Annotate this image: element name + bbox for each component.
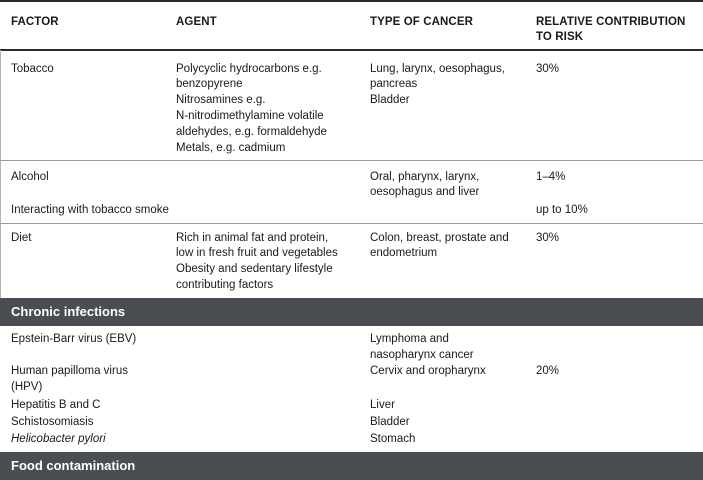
- hpv-factor-line: Human papilloma virus: [11, 365, 128, 377]
- table-top-rule: [0, 0, 703, 2]
- alcohol-cancer-line: Oral, pharynx, larynx,: [370, 171, 480, 183]
- tobacco-factor: Tobacco: [11, 63, 54, 75]
- section-header-food-contamination: Food contamination: [0, 452, 703, 480]
- alcohol-interacting-risk: up to 10%: [536, 204, 588, 216]
- diet-risk: 30%: [536, 232, 560, 244]
- diet-factor: Diet: [11, 232, 32, 244]
- header-factor: FACTOR: [11, 16, 59, 28]
- diet-agent-line: contributing factors: [176, 279, 274, 291]
- row-divider: [0, 223, 703, 224]
- ebv-factor: Epstein-Barr virus (EBV): [11, 333, 137, 345]
- hpv-factor-line: (HPV): [11, 381, 43, 393]
- tobacco-cancer-line: pancreas: [370, 78, 418, 90]
- header-risk-line2: TO RISK: [536, 31, 584, 43]
- header-risk-line1: RELATIVE CONTRIBUTION: [536, 16, 686, 28]
- tobacco-agent-line: benzopyrene: [176, 78, 243, 90]
- diet-agent-line: Rich in animal fat and protein,: [176, 232, 329, 244]
- column-divider: [0, 50, 1, 298]
- hepatitis-cancer: Liver: [370, 399, 395, 411]
- hpv-cancer: Cervix and oropharynx: [370, 365, 486, 377]
- tobacco-cancer-line: Bladder: [370, 94, 410, 106]
- alcohol-risk: 1–4%: [536, 171, 566, 183]
- diet-cancer-line: endometrium: [370, 247, 438, 259]
- tobacco-agent-line: Polycyclic hydrocarbons e.g.: [176, 63, 322, 75]
- tobacco-agent-line: Nitrosamines e.g.: [176, 94, 266, 106]
- ebv-cancer-line: nasopharynx cancer: [370, 349, 474, 361]
- section-header-chronic-infections: Chronic infections: [0, 298, 703, 326]
- header-agent: AGENT: [176, 16, 217, 28]
- diet-agent-line: Obesity and sedentary lifestyle: [176, 263, 333, 275]
- h-pylori-factor: Helicobacter pylori: [11, 433, 106, 445]
- tobacco-agent-line: N-nitrodimethylamine volatile: [176, 110, 324, 122]
- alcohol-factor: Alcohol: [11, 171, 49, 183]
- tobacco-agent-line: aldehydes, e.g. formaldehyde: [176, 126, 327, 138]
- ebv-cancer-line: Lymphoma and: [370, 333, 449, 345]
- row-divider: [0, 160, 703, 161]
- tobacco-risk: 30%: [536, 63, 560, 75]
- alcohol-interacting-factor: Interacting with tobacco smoke: [11, 204, 169, 216]
- tobacco-agent-line: Metals, e.g. cadmium: [176, 142, 286, 154]
- header-bottom-rule: [0, 49, 703, 51]
- schistosomiasis-cancer: Bladder: [370, 416, 410, 428]
- tobacco-cancer-line: Lung, larynx, oesophagus,: [370, 63, 505, 75]
- diet-agent-line: low in fresh fruit and vegetables: [176, 247, 338, 259]
- alcohol-cancer-line: oesophagus and liver: [370, 186, 480, 198]
- diet-cancer-line: Colon, breast, prostate and: [370, 232, 509, 244]
- h-pylori-cancer: Stomach: [370, 433, 416, 445]
- hepatitis-factor: Hepatitis B and C: [11, 399, 101, 411]
- schistosomiasis-factor: Schistosomiasis: [11, 416, 94, 428]
- hpv-risk: 20%: [536, 365, 560, 377]
- header-cancer: TYPE OF CANCER: [370, 16, 473, 28]
